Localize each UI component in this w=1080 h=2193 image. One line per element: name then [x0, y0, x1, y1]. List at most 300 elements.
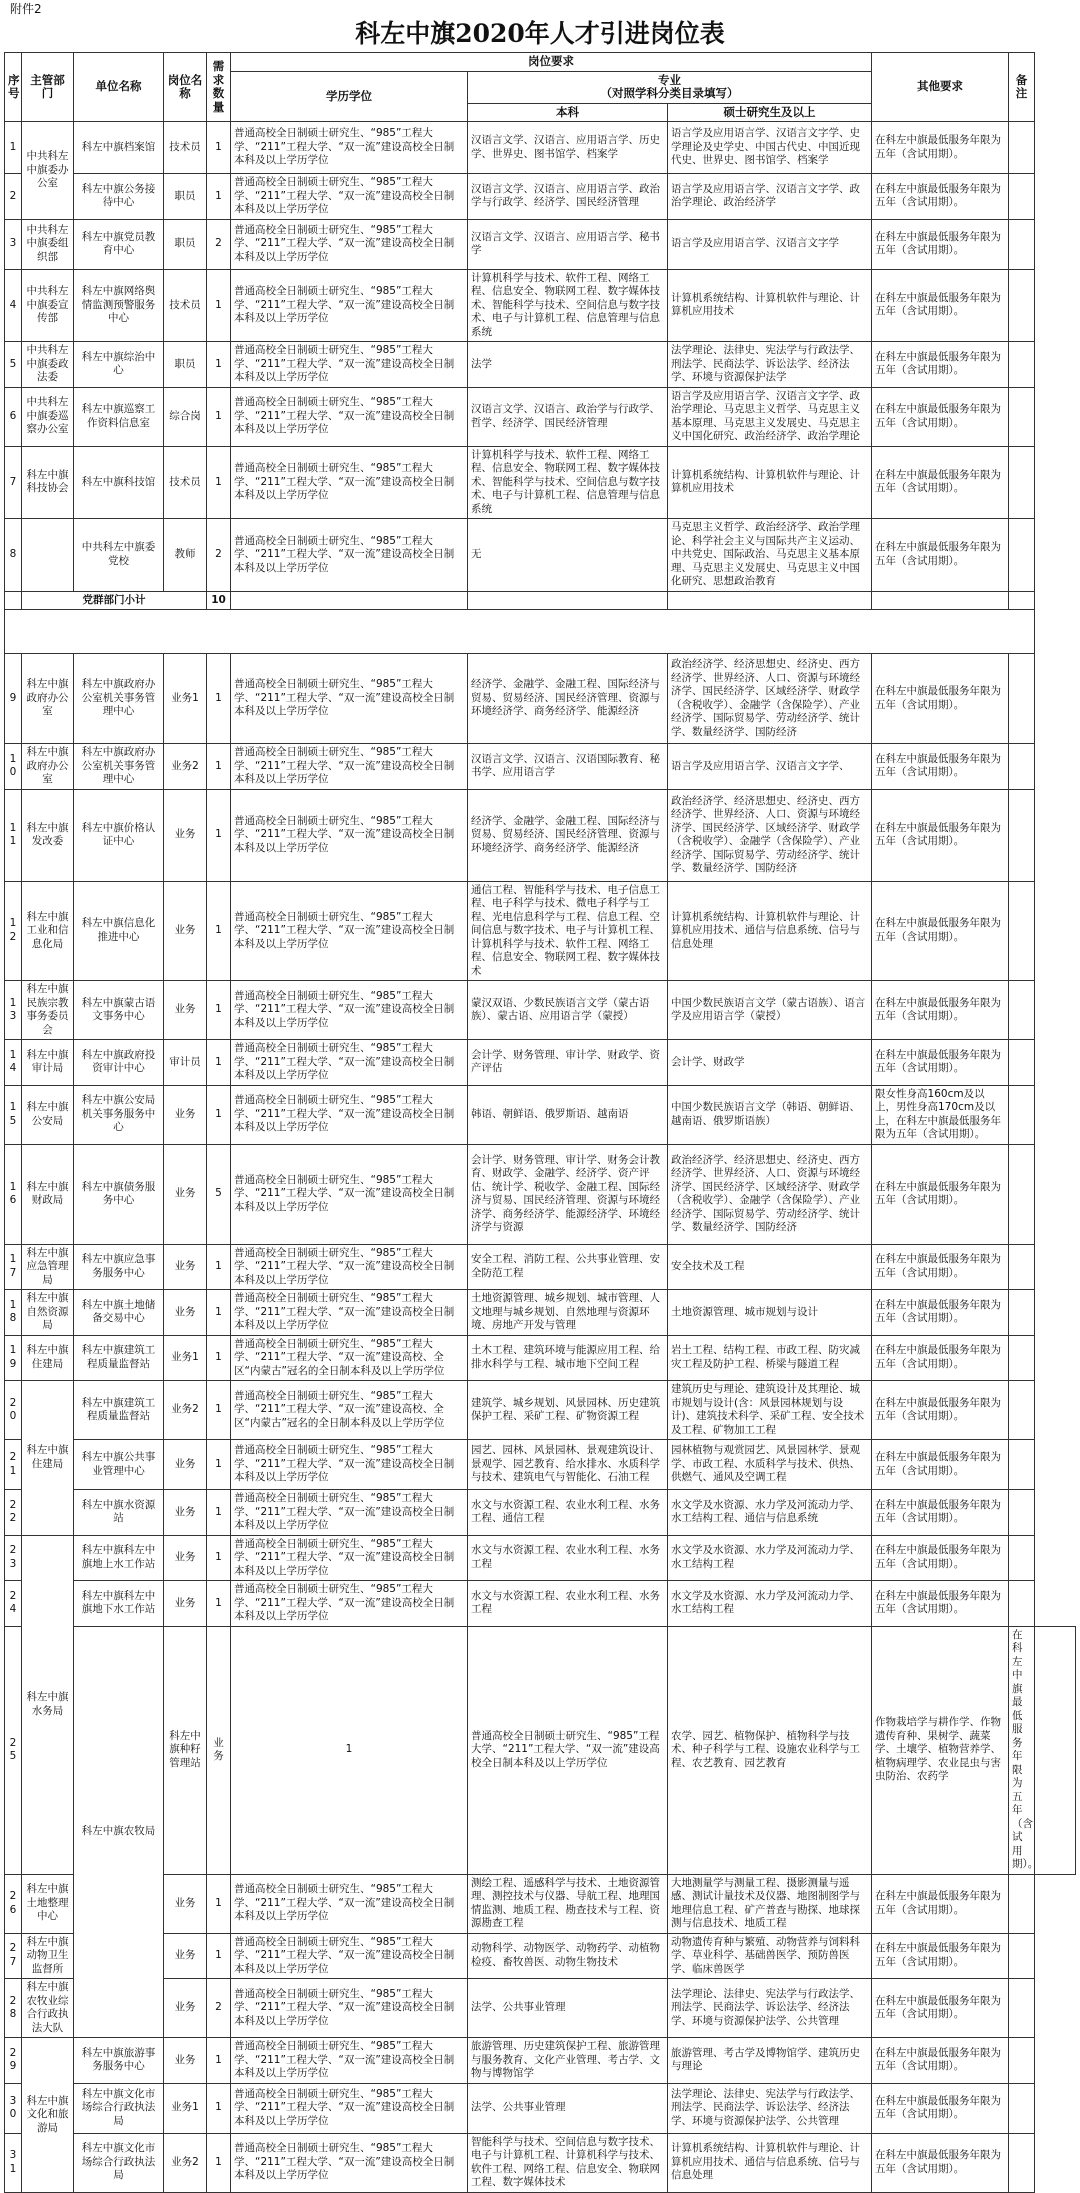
table-row	[5, 2038, 1076, 2084]
row-remark	[1009, 1335, 1035, 1381]
table-row	[5, 1381, 1076, 1440]
row-bachelor: 韩语、朝鲜语、俄罗斯语、越南语	[468, 1085, 668, 1144]
row-count: 1	[207, 744, 231, 790]
row-seq: 23	[5, 1535, 22, 1581]
row-master: 政治经济学、经济思想史、经济史、西方经济学、世界经济、人口、资源与环境经济学、国民经济学、区域经济学、财政学（含税收学）、金融学（含保险学）、产业经济学、国际贸易学、劳动经济学、统计学、数量经济学、国防经济	[668, 789, 872, 881]
header-count: 需求数量	[207, 53, 231, 122]
row-bachelor: 智能科学与技术、空间信息与数字技术、电子与计算机工程、计算机科学与技术、软件工程、网络工程、信息安全、物联网工程、数字媒体技术	[468, 2133, 668, 2192]
row-count: 1	[207, 342, 231, 388]
row-remark	[1009, 446, 1035, 519]
row-bachelor: 计算机科学与技术、软件工程、网络工程、信息安全、物联网工程、数字媒体技术、智能科学与技术、空间信息与数字技术、电子与计算机工程、信息管理与信息系统	[468, 269, 668, 342]
table-row	[5, 1244, 1076, 1290]
row-edu: 普通高校全日制硕士研究生、“985”工程大学、“211”工程大学、“双一流”建设高校全日制本科及以上学历学位	[231, 1535, 468, 1581]
row-other: 在科左中旗最低服务年限为五年（含试用期）。	[872, 744, 1009, 790]
subtotal-count: 10	[207, 591, 231, 610]
row-seq: 28	[5, 1979, 22, 2038]
row-remark	[1009, 654, 1035, 744]
row-master: 计算机系统结构、计算机软件与理论、计算机应用技术、通信与信息系统、信号与信息处理	[668, 2133, 872, 2192]
row-unit: 科左中旗蒙古语文事务中心	[74, 981, 164, 1040]
row-post: 业务	[164, 1244, 207, 1290]
row-remark	[1009, 1874, 1035, 1933]
row-bachelor: 水文与水资源工程、农业水利工程、水务工程	[468, 1581, 668, 1627]
row-count: 1	[207, 1440, 231, 1490]
row-edu: 普通高校全日制硕士研究生、“985”工程大学、“211”工程大学、“双一流”建设高校全日制本科及以上学历学位	[231, 1933, 468, 1979]
row-master: 安全技术及工程	[668, 1244, 872, 1290]
row-seq: 17	[5, 1244, 22, 1290]
table-row	[5, 519, 1076, 592]
row-post: 业务	[164, 1535, 207, 1581]
row-dept: 科左中旗科技协会	[22, 446, 74, 519]
row-master: 园林植物与观赏园艺、风景园林学、景观学、市政工程、水质科学与技术、供热、供燃气、通风及空调工程	[668, 1440, 872, 1490]
row-remark	[1009, 789, 1035, 881]
row-seq: 31	[5, 2133, 22, 2192]
row-remark	[1009, 1933, 1035, 1979]
row-edu: 普通高校全日制硕士研究生、“985”工程大学、“211”工程大学、“双一流”建设高校全日制本科及以上学历学位	[231, 981, 468, 1040]
row-master: 法学理论、法律史、宪法学与行政法学、刑法学、民商法学、诉讼法学、经济法学、环境与资源保护法学	[668, 342, 872, 388]
row-master: 土地资源管理、城市规划与设计	[668, 1290, 872, 1336]
row-other: 在科左中旗最低服务年限为五年（含试用期）。	[872, 2133, 1009, 2192]
row-seq: 6	[5, 387, 22, 446]
row-post: 综合岗	[164, 387, 207, 446]
table-row	[5, 1626, 1076, 1874]
row-post: 业务	[164, 2038, 207, 2084]
row-bachelor: 法学、公共事业管理	[468, 1979, 668, 2038]
row-master: 水文学及水资源、水力学及河流动力学、水工结构工程	[668, 1581, 872, 1627]
row-master: 岩土工程、结构工程、市政工程、防灾减灾工程及防护工程、桥梁与隧道工程	[668, 1335, 872, 1381]
row-edu: 普通高校全日制硕士研究生、“985”工程大学、“211”工程大学、“双一流”建设高校全日制本科及以上学历学位	[231, 2083, 468, 2133]
table-row	[5, 1874, 1076, 1933]
row-master: 计算机系统结构、计算机软件与理论、计算机应用技术	[668, 269, 872, 342]
row-unit: 科左中旗文化市场综合行政执法局	[74, 2133, 164, 2192]
row-bachelor: 土地资源管理、城乡规划、城市管理、人文地理与城乡规划、自然地理与资源环境、房地产开发与管理	[468, 1290, 668, 1336]
row-bachelor: 建筑学、城乡规划、风景园林、历史建筑保护工程、采矿工程、矿物资源工程	[468, 1381, 668, 1440]
row-seq: 24	[5, 1581, 22, 1627]
header-major	[468, 71, 872, 103]
row-bachelor: 安全工程、消防工程、公共事业管理、安全防范工程	[468, 1244, 668, 1290]
row-count: 1	[207, 1535, 231, 1581]
table-row	[5, 881, 1076, 981]
row-other: 在科左中旗最低服务年限为五年（含试用期）。	[872, 174, 1009, 220]
row-edu: 普通高校全日制硕士研究生、“985”工程大学、“211”工程大学、“双一流”建设高校全日制本科及以上学历学位	[231, 174, 468, 220]
row-dept: 科左中旗应急管理局	[22, 1244, 74, 1290]
row-master: 动物遗传育种与繁殖、动物营养与饲料科学、草业科学、基础兽医学、预防兽医学、临床兽医学	[668, 1933, 872, 1979]
row-bachelor: 水文与水资源工程、农业水利工程、水务工程、通信工程	[468, 1490, 668, 1536]
row-post: 职员	[164, 342, 207, 388]
row-master: 水文学及水资源、水力学及河流动力学、水工结构工程、通信与信息系统	[668, 1490, 872, 1536]
row-unit: 科左中旗建筑工程质量监督站	[74, 1335, 164, 1381]
subtotal-empty	[231, 591, 468, 610]
row-edu: 普通高校全日制硕士研究生、“985”工程大学、“211”工程大学、“双一流”建设高校全日制本科及以上学历学位	[231, 519, 468, 592]
header-edu: 学历学位	[231, 71, 468, 122]
row-post: 业务	[164, 1933, 207, 1979]
row-count: 1	[207, 1335, 231, 1381]
row-unit: 科左中旗政府投资审计中心	[74, 1040, 164, 1086]
row-edu: 普通高校全日制硕士研究生、“985”工程大学、“211”工程大学、“双一流”建设高校全日制本科及以上学历学位	[231, 654, 468, 744]
row-unit: 科左中旗债务服务中心	[74, 1144, 164, 1244]
row-seq: 10	[5, 744, 22, 790]
row-bachelor: 会计学、财务管理、审计学、财政学、资产评估	[468, 1040, 668, 1086]
subtotal-empty	[668, 591, 872, 610]
row-seq: 12	[5, 881, 22, 981]
table-row	[5, 654, 1076, 744]
row-remark	[1009, 1244, 1035, 1290]
row-count: 1	[207, 269, 231, 342]
row-edu: 普通高校全日制硕士研究生、“985”工程大学、“211”工程大学、“双一流”建设高校全日制本科及以上学历学位	[231, 2038, 468, 2084]
row-master: 会计学、财政学	[668, 1040, 872, 1086]
section-gap	[5, 610, 1076, 654]
row-unit: 科左中旗档案馆	[74, 122, 164, 174]
row-seq: 2	[5, 174, 22, 220]
row-master: 政治经济学、经济思想史、经济史、西方经济学、世界经济、人口、资源与环境经济学、国民经济学、区域经济学、财政学（含税收学）、金融学（含保险学）、产业经济学、国际贸易学、劳动经济学、统计学、数量经济学、国防经济	[668, 1144, 872, 1244]
row-seq: 8	[5, 519, 22, 592]
row-count: 1	[207, 387, 231, 446]
row-count: 1	[207, 881, 231, 981]
header-major-title: 专业	[658, 72, 682, 87]
row-seq: 5	[5, 342, 22, 388]
row-unit: 科左中旗公务接待中心	[74, 174, 164, 220]
row-other: 在科左中旗最低服务年限为五年（含试用期）。	[872, 881, 1009, 981]
row-remark	[1009, 2133, 1035, 2192]
header-master: 硕士研究生及以上	[668, 103, 872, 122]
row-post: 业务	[207, 1626, 231, 1874]
row-seq: 7	[5, 446, 22, 519]
row-master: 语言学及应用语言学、汉语言文字学、	[668, 744, 872, 790]
table-row	[5, 174, 1076, 220]
table-row	[5, 1490, 1076, 1536]
row-unit: 科左中旗农牧业综合行政执法大队	[22, 1979, 74, 2038]
row-post: 业务1	[164, 2083, 207, 2133]
row-other: 在科左中旗最低服务年限为五年（含试用期）。	[872, 219, 1009, 269]
row-other: 在科左中旗最低服务年限为五年（含试用期）。	[872, 269, 1009, 342]
table-row	[5, 1440, 1076, 1490]
row-other: 在科左中旗最低服务年限为五年（含试用期）。	[872, 387, 1009, 446]
row-post: 技术员	[164, 269, 207, 342]
row-dept: 中共科左中旗委巡察办公室	[22, 387, 74, 446]
row-post: 业务	[164, 1440, 207, 1490]
row-master: 水文学及水资源、水力学及河流动力学、水工结构工程	[668, 1535, 872, 1581]
row-bachelor: 汉语言文学、汉语言、政治学与行政学、哲学、经济学、国民经济管理	[468, 387, 668, 446]
row-remark	[1009, 1381, 1035, 1440]
row-other: 在科左中旗最低服务年限为五年（含试用期）。	[872, 446, 1009, 519]
row-other: 在科左中旗最低服务年限为五年（含试用期）。	[872, 1290, 1009, 1336]
row-post: 业务2	[164, 744, 207, 790]
row-count: 1	[207, 1933, 231, 1979]
row-post: 职员	[164, 219, 207, 269]
row-other: 在科左中旗最低服务年限为五年（含试用期）。	[872, 1335, 1009, 1381]
row-dept: 科左中旗政府办公室	[22, 744, 74, 790]
row-edu: 普通高校全日制硕士研究生、“985”工程大学、“211”工程大学、“双一流”建设高校、全区“内蒙古”冠名的全日制本科及以上学历学位	[231, 1381, 468, 1440]
row-post: 教师	[164, 519, 207, 592]
row-count: 2	[207, 1979, 231, 2038]
row-count: 1	[207, 1490, 231, 1536]
row-bachelor: 动物科学、动物医学、动物药学、动植物检疫、畜牧兽医、动物生物技术	[468, 1933, 668, 1979]
table-row	[5, 789, 1076, 881]
table-row	[5, 269, 1076, 342]
row-post: 业务	[164, 1581, 207, 1627]
row-count: 5	[207, 1144, 231, 1244]
row-edu: 普通高校全日制硕士研究生、“985”工程大学、“211”工程大学、“双一流”建设高校全日制本科及以上学历学位	[231, 789, 468, 881]
row-remark	[1009, 1144, 1035, 1244]
row-unit: 科左中旗政府办公室机关事务管理中心	[74, 654, 164, 744]
header-requirements: 岗位要求	[231, 53, 872, 72]
row-seq: 1	[5, 122, 22, 174]
row-post: 业务	[164, 881, 207, 981]
row-other: 在科左中旗最低服务年限为五年（含试用期）。	[872, 789, 1009, 881]
row-master: 语言学及应用语言学、汉语言文字学	[668, 219, 872, 269]
row-master: 语言学及应用语言学、汉语言文字学、史学理论及史学史、中国古代史、中国近现代史、世界史、图书馆学、档案学	[668, 122, 872, 174]
row-edu: 普通高校全日制硕士研究生、“985”工程大学、“211”工程大学、“双一流”建设高校、全区“内蒙古”冠名的全日制本科及以上学历学位	[231, 1335, 468, 1381]
row-post: 技术员	[164, 122, 207, 174]
row-edu: 普通高校全日制硕士研究生、“985”工程大学、“211”工程大学、“双一流”建设高校全日制本科及以上学历学位	[231, 1040, 468, 1086]
row-count: 1	[207, 2133, 231, 2192]
row-count: 2	[207, 219, 231, 269]
subtotal-label: 党群部门小计	[22, 591, 207, 610]
row-remark	[1009, 1440, 1035, 1490]
row-seq: 29	[5, 2038, 22, 2084]
row-dept: 中共科左中旗委组织部	[22, 219, 74, 269]
row-bachelor: 通信工程、智能科学与技术、电子信息工程、电子科学与技术、微电子科学与工程、光电信息科学与工程、信息工程、空间信息与数字技术、电子与计算机工程、计算机科学与技术、软件工程、网络工程、信息安全、物联网工程、数字媒体技术	[468, 881, 668, 981]
row-master: 作物栽培学与耕作学、作物遗传育种、果树学、蔬菜学、土壤学、植物营养学、植物病理学、农业昆虫与害虫防治、农药学	[872, 1626, 1009, 1874]
row-count: 2	[207, 519, 231, 592]
table-row	[5, 342, 1076, 388]
row-post: 技术员	[164, 446, 207, 519]
row-unit: 科左中旗公安局机关事务服务中心	[74, 1085, 164, 1144]
row-edu: 普通高校全日制硕士研究生、“985”工程大学、“211”工程大学、“双一流”建设高校全日制本科及以上学历学位	[231, 2133, 468, 2192]
row-master: 计算机系统结构、计算机软件与理论、计算机应用技术	[668, 446, 872, 519]
row-unit: 科左中旗动物卫生监督所	[22, 1933, 74, 1979]
row-master: 语言学及应用语言学、汉语言文字学、政治学理论、马克思主义哲学、马克思主义基本原理、马克思主义发展史、马克思主义中国化研究、政治经济学、政治学理论	[668, 387, 872, 446]
row-unit: 科左中旗应急事务服务中心	[74, 1244, 164, 1290]
table-row	[5, 1535, 1076, 1581]
row-bachelor: 经济学、金融学、金融工程、国际经济与贸易、贸易经济、国民经济管理、资源与环境经济学、商务经济学、能源经济	[468, 654, 668, 744]
row-other: 限女性身高160cm及以上，男性身高170cm及以上，在科左中旗最低服务年限为五年（含试用期）。	[872, 1085, 1009, 1144]
header-bachelor: 本科	[468, 103, 668, 122]
row-bachelor: 汉语言文学、汉语言、汉语国际教育、秘书学、应用语言学	[468, 744, 668, 790]
row-remark	[1009, 174, 1035, 220]
row-unit: 科左中旗水资源站	[74, 1490, 164, 1536]
row-seq: 20	[5, 1381, 22, 1440]
row-other: 在科左中旗最低服务年限为五年（含试用期）。	[872, 1381, 1009, 1440]
row-other: 在科左中旗最低服务年限为五年（含试用期）。	[872, 1490, 1009, 1536]
row-bachelor: 农学、园艺、植物保护、植物科学与技术、种子科学与工程、设施农业科学与工程、农艺教育、园艺教育	[668, 1626, 872, 1874]
row-post: 业务	[164, 789, 207, 881]
row-dept: 科左中旗工业和信息化局	[22, 881, 74, 981]
row-count: 1	[207, 1581, 231, 1627]
row-post: 审计员	[164, 1040, 207, 1086]
row-remark	[1009, 744, 1035, 790]
row-dept: 科左中旗文化和旅游局	[22, 2038, 74, 2193]
row-remark	[1009, 1581, 1035, 1627]
row-remark	[1009, 1535, 1035, 1581]
row-count: 1	[207, 1381, 231, 1440]
row-bachelor: 水文与水资源工程、农业水利工程、水务工程	[468, 1535, 668, 1581]
header-other: 其他要求	[872, 53, 1009, 122]
row-edu: 普通高校全日制硕士研究生、“985”工程大学、“211”工程大学、“双一流”建设高校全日制本科及以上学历学位	[231, 1874, 468, 1933]
row-other: 在科左中旗最低服务年限为五年（含试用期）。	[872, 981, 1009, 1040]
row-count: 1	[207, 654, 231, 744]
row-bachelor: 法学	[468, 342, 668, 388]
row-count: 1	[207, 1244, 231, 1290]
row-bachelor: 经济学、金融学、金融工程、国际经济与贸易、贸易经济、国民经济管理、资源与环境经济学、商务经济学、能源经济	[468, 789, 668, 881]
row-post: 业务1	[164, 654, 207, 744]
row-master: 语言学及应用语言学、汉语言文字学、政治学理论、政治经济学	[668, 174, 872, 220]
row-count: 1	[207, 2083, 231, 2133]
table-row	[5, 1335, 1076, 1381]
row-post: 业务	[164, 1144, 207, 1244]
row-edu: 普通高校全日制硕士研究生、“985”工程大学、“211”工程大学、“双一流”建设高校全日制本科及以上学历学位	[231, 446, 468, 519]
row-unit: 科左中旗信息化推进中心	[74, 881, 164, 981]
page-title: 科左中旗2020年人才引进岗位表	[355, 19, 725, 48]
row-count: 1	[207, 1874, 231, 1933]
table-row	[5, 1581, 1076, 1627]
row-master: 中国少数民族语言文学（韩语、朝鲜语、越南语、俄罗斯语族）	[668, 1085, 872, 1144]
row-bachelor: 园艺、园林、风景园林、景观建筑设计、景观学、园艺教育、给水排水、水质科学与技术、建筑电气与智能化、石油工程	[468, 1440, 668, 1490]
row-unit: 科左中旗种籽管理站	[164, 1626, 207, 1874]
row-remark	[1009, 1085, 1035, 1144]
row-edu: 普通高校全日制硕士研究生、“985”工程大学、“211”工程大学、“双一流”建设高校全日制本科及以上学历学位	[231, 122, 468, 174]
row-other: 在科左中旗最低服务年限为五年（含试用期）。	[872, 342, 1009, 388]
job-table	[4, 52, 1076, 2193]
row-remark	[1009, 981, 1035, 1040]
row-master: 政治经济学、经济思想史、经济史、西方经济学、世界经济、人口、资源与环境经济学、国民经济学、区域经济学、财政学（含税收学）、金融学（含保险学）、产业经济学、国际贸易学、劳动经济学、统计学、数量经济学、国防经济	[668, 654, 872, 744]
row-edu: 普通高校全日制硕士研究生、“985”工程大学、“211”工程大学、“双一流”建设高校全日制本科及以上学历学位	[231, 881, 468, 981]
row-bachelor: 法学、公共事业管理	[468, 2083, 668, 2133]
row-unit: 科左中旗价格认证中心	[74, 789, 164, 881]
row-edu: 普通高校全日制硕士研究生、“985”工程大学、“211”工程大学、“双一流”建设高校全日制本科及以上学历学位	[468, 1626, 668, 1874]
row-edu: 普通高校全日制硕士研究生、“985”工程大学、“211”工程大学、“双一流”建设高校全日制本科及以上学历学位	[231, 269, 468, 342]
row-remark	[1009, 519, 1035, 592]
row-master: 马克思主义哲学、政治经济学、政治学理论、科学社会主义与国际共产主义运动、中共党史、国际政治、马克思主义基本原理、马克思主义发展史、马克思主义中国化研究、思想政治教育	[668, 519, 872, 592]
row-dept: 科左中旗住建局	[22, 1335, 74, 1381]
row-dept: 科左中旗民族宗教事务委员会	[22, 981, 74, 1040]
row-unit: 科左中旗土地整理中心	[22, 1874, 74, 1933]
row-bachelor: 计算机科学与技术、软件工程、网络工程、信息安全、物联网工程、数字媒体技术、智能科学与技术、空间信息与数字技术、电子与计算机工程、信息管理与信息系统	[468, 446, 668, 519]
row-post: 业务2	[164, 2133, 207, 2192]
row-dept: 中共科左中旗委宣传部	[22, 269, 74, 342]
row-master: 建筑历史与理论、建筑设计及其理论、城市规划与设计(含：风景园林规划与设计)、建筑技术科学、采矿工程、安全技术及工程、矿物加工工程	[668, 1381, 872, 1440]
row-remark	[1009, 881, 1035, 981]
row-remark	[1009, 269, 1035, 342]
row-seq: 26	[5, 1874, 22, 1933]
row-master: 中国少数民族语言文学（蒙古语族）、语言学及应用语言学（蒙授）	[668, 981, 872, 1040]
row-seq: 13	[5, 981, 22, 1040]
row-unit: 中共科左中旗委党校	[74, 519, 164, 592]
table-row	[5, 2083, 1076, 2133]
row-master: 旅游管理、考古学及博物馆学、建筑历史与理论	[668, 2038, 872, 2084]
row-unit: 科左中旗科左中旗地下水工作站	[74, 1581, 164, 1627]
row-count: 1	[207, 1290, 231, 1336]
row-count: 1	[207, 122, 231, 174]
row-bachelor: 汉语言文学、汉语言、应用语言学、政治学与行政学、经济学、国民经济管理	[468, 174, 668, 220]
row-remark	[1009, 342, 1035, 388]
row-other: 在科左中旗最低服务年限为五年（含试用期）。	[872, 1144, 1009, 1244]
subtotal-row	[5, 591, 1076, 610]
row-other: 在科左中旗最低服务年限为五年（含试用期）。	[872, 1933, 1009, 1979]
row-post: 职员	[164, 174, 207, 220]
row-bachelor: 汉语言文学、汉语言、应用语言学、秘书学	[468, 219, 668, 269]
row-count: 1	[207, 789, 231, 881]
row-edu: 普通高校全日制硕士研究生、“985”工程大学、“211”工程大学、“双一流”建设高校全日制本科及以上学历学位	[231, 1979, 468, 2038]
row-bachelor: 汉语言文学、汉语言、应用语言学、历史学、世界史、图书馆学、档案学	[468, 122, 668, 174]
row-remark	[1009, 1490, 1035, 1536]
row-dept: 中共科左中旗委办公室	[22, 122, 74, 220]
row-dept: 科左中旗公安局	[22, 1085, 74, 1144]
table-row	[5, 122, 1076, 174]
row-seq: 21	[5, 1440, 22, 1490]
attachment-label: 附件2	[10, 2, 42, 16]
row-count: 1	[207, 2038, 231, 2084]
row-unit: 科左中旗巡察工作资料信息室	[74, 387, 164, 446]
row-unit: 科左中旗党员教育中心	[74, 219, 164, 269]
row-remark	[1009, 1979, 1035, 2038]
row-count: 1	[207, 981, 231, 1040]
row-master: 法学理论、法律史、宪法学与行政法学、刑法学、民商法学、诉讼法学、经济法学、环境与资源保护法学、公共管理	[668, 1979, 872, 2038]
row-edu: 普通高校全日制硕士研究生、“985”工程大学、“211”工程大学、“双一流”建设高校全日制本科及以上学历学位	[231, 1144, 468, 1244]
header-post: 岗位名称	[164, 53, 207, 122]
subtotal-empty	[872, 591, 1009, 610]
table-row	[5, 219, 1076, 269]
row-seq: 30	[5, 2083, 22, 2133]
subtotal-empty	[468, 591, 668, 610]
row-bachelor: 会计学、财务管理、审计学、财务会计教育、财政学、金融学、经济学、资产评估、统计学、税收学、金融工程、国际经济与贸易、国民经济管理、资源与环境经济学、商务经济学、能源经济学、环境经济学与资源	[468, 1144, 668, 1244]
row-post: 业务2	[164, 1381, 207, 1440]
header-unit: 单位名称	[74, 53, 164, 122]
row-other: 在科左中旗最低服务年限为五年（含试用期）。	[872, 1535, 1009, 1581]
row-other: 在科左中旗最低服务年限为五年（含试用期）。	[872, 519, 1009, 592]
section-gap-cell	[5, 610, 1035, 654]
header-remark: 备注	[1009, 53, 1035, 122]
row-other: 在科左中旗最低服务年限为五年（含试用期）。	[872, 1979, 1009, 2038]
row-seq: 11	[5, 789, 22, 881]
row-unit: 科左中旗旅游事务服务中心	[74, 2038, 164, 2084]
row-seq: 19	[5, 1335, 22, 1381]
row-remark	[1009, 2038, 1035, 2084]
row-seq: 16	[5, 1144, 22, 1244]
row-post: 业务	[164, 1490, 207, 1536]
table-row	[5, 744, 1076, 790]
row-count: 1	[231, 1626, 468, 1874]
row-dept: 科左中旗自然资源局	[22, 1290, 74, 1336]
subtotal-empty	[1009, 591, 1035, 610]
row-dept: 科左中旗政府办公室	[22, 654, 74, 744]
row-edu: 普通高校全日制硕士研究生、“985”工程大学、“211”工程大学、“双一流”建设高校全日制本科及以上学历学位	[231, 1440, 468, 1490]
table-row	[5, 1979, 1076, 2038]
row-unit: 科左中旗土地储备交易中心	[74, 1290, 164, 1336]
row-seq: 4	[5, 269, 22, 342]
header-seq: 序号	[5, 53, 22, 122]
row-remark	[1009, 2083, 1035, 2133]
row-edu: 普通高校全日制硕士研究生、“985”工程大学、“211”工程大学、“双一流”建设高校全日制本科及以上学历学位	[231, 1290, 468, 1336]
row-bachelor: 蒙汉双语、少数民族语言文学（蒙古语族）、蒙古语、应用语言学（蒙授）	[468, 981, 668, 1040]
row-count: 1	[207, 1040, 231, 1086]
table-row	[5, 446, 1076, 519]
row-seq: 27	[5, 1933, 22, 1979]
row-seq: 9	[5, 654, 22, 744]
row-edu: 普通高校全日制硕士研究生、“985”工程大学、“211”工程大学、“双一流”建设高校全日制本科及以上学历学位	[231, 1244, 468, 1290]
subtotal-seq	[5, 591, 22, 610]
row-other: 在科左中旗最低服务年限为五年（含试用期）。	[872, 654, 1009, 744]
row-dept	[22, 519, 74, 592]
row-dept: 科左中旗发改委	[22, 789, 74, 881]
row-other: 在科左中旗最低服务年限为五年（含试用期）。	[872, 1440, 1009, 1490]
row-remark	[1009, 122, 1035, 174]
row-post: 业务	[164, 1979, 207, 2038]
table-row	[5, 1085, 1076, 1144]
row-dept: 科左中旗水务局	[22, 1535, 74, 1874]
row-edu: 普通高校全日制硕士研究生、“985”工程大学、“211”工程大学、“双一流”建设高校全日制本科及以上学历学位	[231, 744, 468, 790]
row-bachelor: 无	[468, 519, 668, 592]
table-row	[5, 1290, 1076, 1336]
